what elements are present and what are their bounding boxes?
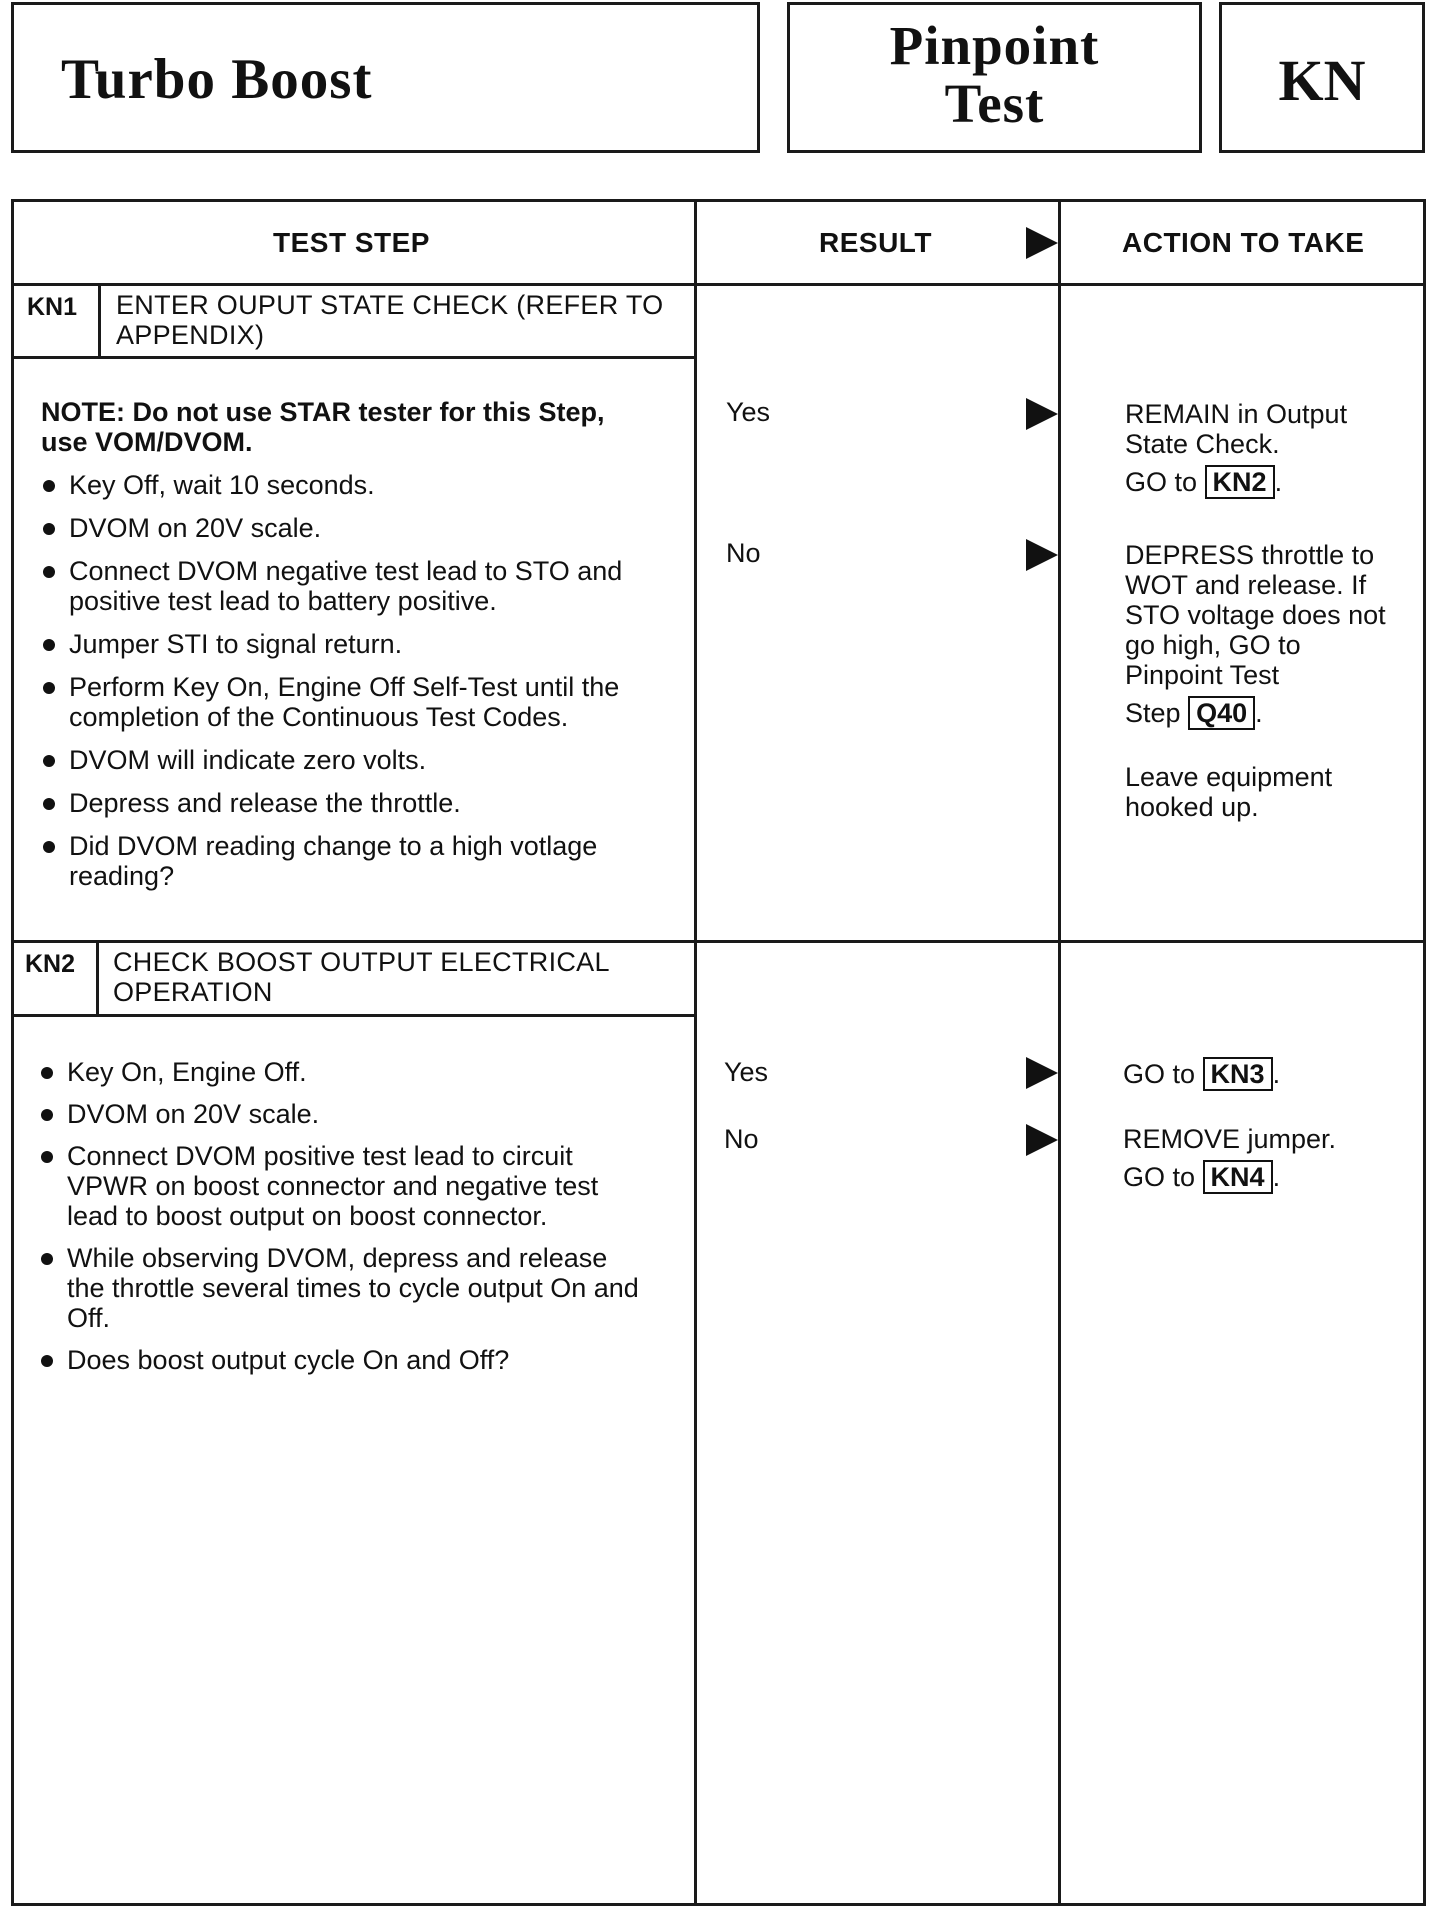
list-item — [41, 629, 681, 659]
list-item — [39, 1099, 689, 1129]
list-item — [41, 788, 681, 818]
result-column-divider — [694, 199, 697, 1906]
pinpoint-box — [787, 2, 1202, 153]
kn1-no-a7: hooked up. — [1125, 792, 1259, 822]
kn2-yes-action — [1123, 1057, 1423, 1091]
kn2-step-label: KN2 — [25, 950, 76, 978]
kn1-b8-l1: Did DVOM reading change to a high votlage — [69, 831, 598, 861]
kn2-yes-period: . — [1272, 1059, 1281, 1089]
kn1-no-a1: DEPRESS throttle to — [1125, 540, 1375, 570]
kn2-no-ref[interactable]: KN4 — [1203, 1160, 1273, 1194]
kn1-b2: DVOM on 20V scale. — [69, 513, 322, 543]
kn1-b8-l2: reading? — [69, 861, 175, 891]
kn1-b5-l2: completion of the Continuous Test Codes. — [69, 702, 569, 732]
kn2-no-goto — [1123, 1160, 1423, 1194]
table-bottom-border — [11, 1903, 1426, 1906]
kn2-no-result: No — [724, 1124, 759, 1154]
kn2-title-bottom — [11, 1014, 695, 1017]
kn1-no-a4: go high, GO to — [1125, 630, 1301, 660]
list-item — [41, 831, 681, 891]
kn1-title-line2: APPENDIX) — [116, 320, 265, 350]
kn2-yes-result: Yes — [724, 1057, 769, 1087]
kn1-no-a3: STO voltage does not — [1125, 600, 1386, 630]
list-item — [41, 556, 681, 616]
kn1-yes-action — [1125, 399, 1425, 499]
kn2-no-action — [1123, 1124, 1423, 1194]
kn1-step-label: KN1 — [27, 293, 78, 321]
kn2-no-arrow-icon — [1026, 1124, 1058, 1156]
list-item — [41, 745, 681, 775]
kn1-b3-l2: positive test lead to battery positive. — [69, 586, 497, 616]
kn1-yes-a1: REMAIN in Output — [1125, 399, 1348, 429]
kn1-yes-period: . — [1274, 467, 1283, 497]
pinpoint-test-label — [790, 17, 1199, 133]
kn2-no-a1: REMOVE jumper. — [1123, 1124, 1337, 1154]
kn2-b4-l1: While observing DVOM, depress and release — [67, 1243, 608, 1273]
kn2-b3-l2: VPWR on boost connector and negative test — [67, 1171, 599, 1201]
kn1-b3-l1: Connect DVOM negative test lead to STO and — [69, 556, 623, 586]
kn2-b4-l3: Off. — [67, 1303, 111, 1333]
kn1-label-divider — [98, 284, 101, 357]
kn1-b4: Jumper STI to signal return. — [69, 629, 403, 659]
table-top-border — [11, 199, 1426, 202]
kn1-note-line2: use VOM/DVOM. — [41, 427, 253, 457]
result-column-header: RESULT — [819, 227, 932, 258]
action-column-header: ACTION TO TAKE — [1122, 227, 1365, 258]
kn2-b3-l1: Connect DVOM positive test lead to circuit — [67, 1141, 573, 1171]
kn2-label-divider — [96, 942, 99, 1015]
column-header-divider — [11, 283, 1426, 286]
kn1-no-arrow-icon — [1026, 539, 1058, 571]
kn1-yes-goto — [1125, 465, 1425, 499]
kn2-yes-arrow-icon — [1026, 1057, 1058, 1089]
kn2-title-line2: OPERATION — [113, 977, 273, 1007]
kn2-steps-list — [39, 1057, 689, 1375]
list-item — [39, 1057, 689, 1087]
action-column-divider — [1058, 199, 1061, 1906]
list-item — [39, 1141, 689, 1231]
kn1-no-period: . — [1255, 698, 1263, 728]
test-step-column-header: TEST STEP — [273, 227, 430, 258]
kn2-title-line1: CHECK BOOST OUTPUT ELECTRICAL — [113, 947, 610, 977]
list-item — [41, 672, 681, 732]
code-box — [1219, 2, 1425, 153]
kn1-title-bottom — [11, 356, 695, 359]
kn2-b2: DVOM on 20V scale. — [67, 1099, 320, 1129]
kn1-note — [41, 397, 681, 457]
kn1-yes-a2: State Check. — [1125, 429, 1280, 459]
kn1-no-action — [1125, 540, 1425, 822]
pinpoint-line2: Test — [944, 73, 1045, 134]
kn1-yes-ref[interactable]: KN2 — [1205, 465, 1275, 499]
kn2-no-period: . — [1272, 1162, 1281, 1192]
kn1-no-step-text: Step — [1125, 698, 1181, 728]
kn2-yes-goto — [1123, 1057, 1423, 1091]
list-item — [39, 1243, 689, 1333]
list-item — [41, 513, 681, 543]
kn1-no-ref[interactable]: Q40 — [1188, 696, 1255, 730]
kn2-step-title — [113, 947, 610, 1007]
kn1-b1: Key Off, wait 10 seconds. — [69, 470, 375, 500]
page-title: Turbo Boost — [61, 48, 373, 111]
kn2-no-go-text: GO to — [1123, 1162, 1196, 1192]
kn1-yes-result: Yes — [726, 397, 771, 427]
kn1-no-result: No — [726, 538, 761, 568]
kn1-yes-arrow-icon — [1026, 398, 1058, 430]
list-item — [39, 1345, 689, 1375]
pinpoint-line1: Pinpoint — [889, 15, 1100, 76]
kn2-b3-l3: lead to boost output on boost connector. — [67, 1201, 548, 1231]
kn2-yes-ref[interactable]: KN3 — [1203, 1057, 1273, 1091]
title-box — [11, 2, 760, 153]
kn2-b1: Key On, Engine Off. — [67, 1057, 307, 1087]
kn1-title-line1: ENTER OUPUT STATE CHECK (REFER TO — [116, 290, 664, 320]
kn1-b7: Depress and release the throttle. — [69, 788, 461, 818]
kn2-b4-l2: the throttle several times to cycle output On and — [67, 1273, 639, 1303]
kn2-yes-go-text: GO to — [1123, 1059, 1196, 1089]
kn1-no-goto — [1125, 696, 1425, 730]
kn1-step-title — [116, 290, 663, 350]
test-code: KN — [1278, 48, 1366, 113]
kn1-no-a6: Leave equipment — [1125, 762, 1333, 792]
kn1-yes-go-text: GO to — [1125, 467, 1198, 497]
kn1-note-line1: NOTE: Do not use STAR tester for this Step, — [41, 397, 605, 427]
kn1-b6: DVOM will indicate zero volts. — [69, 745, 427, 775]
kn1-b5-l1: Perform Key On, Engine Off Self-Test until the — [69, 672, 620, 702]
row-divider — [11, 940, 1426, 943]
list-item — [41, 470, 681, 500]
kn1-no-a2: WOT and release. If — [1125, 570, 1367, 600]
table-left-border — [11, 199, 14, 1906]
result-arrow-icon — [1026, 227, 1058, 259]
kn1-no-a5: Pinpoint Test — [1125, 660, 1280, 690]
kn1-steps-list — [41, 470, 681, 891]
kn2-b5: Does boost output cycle On and Off? — [67, 1345, 510, 1375]
